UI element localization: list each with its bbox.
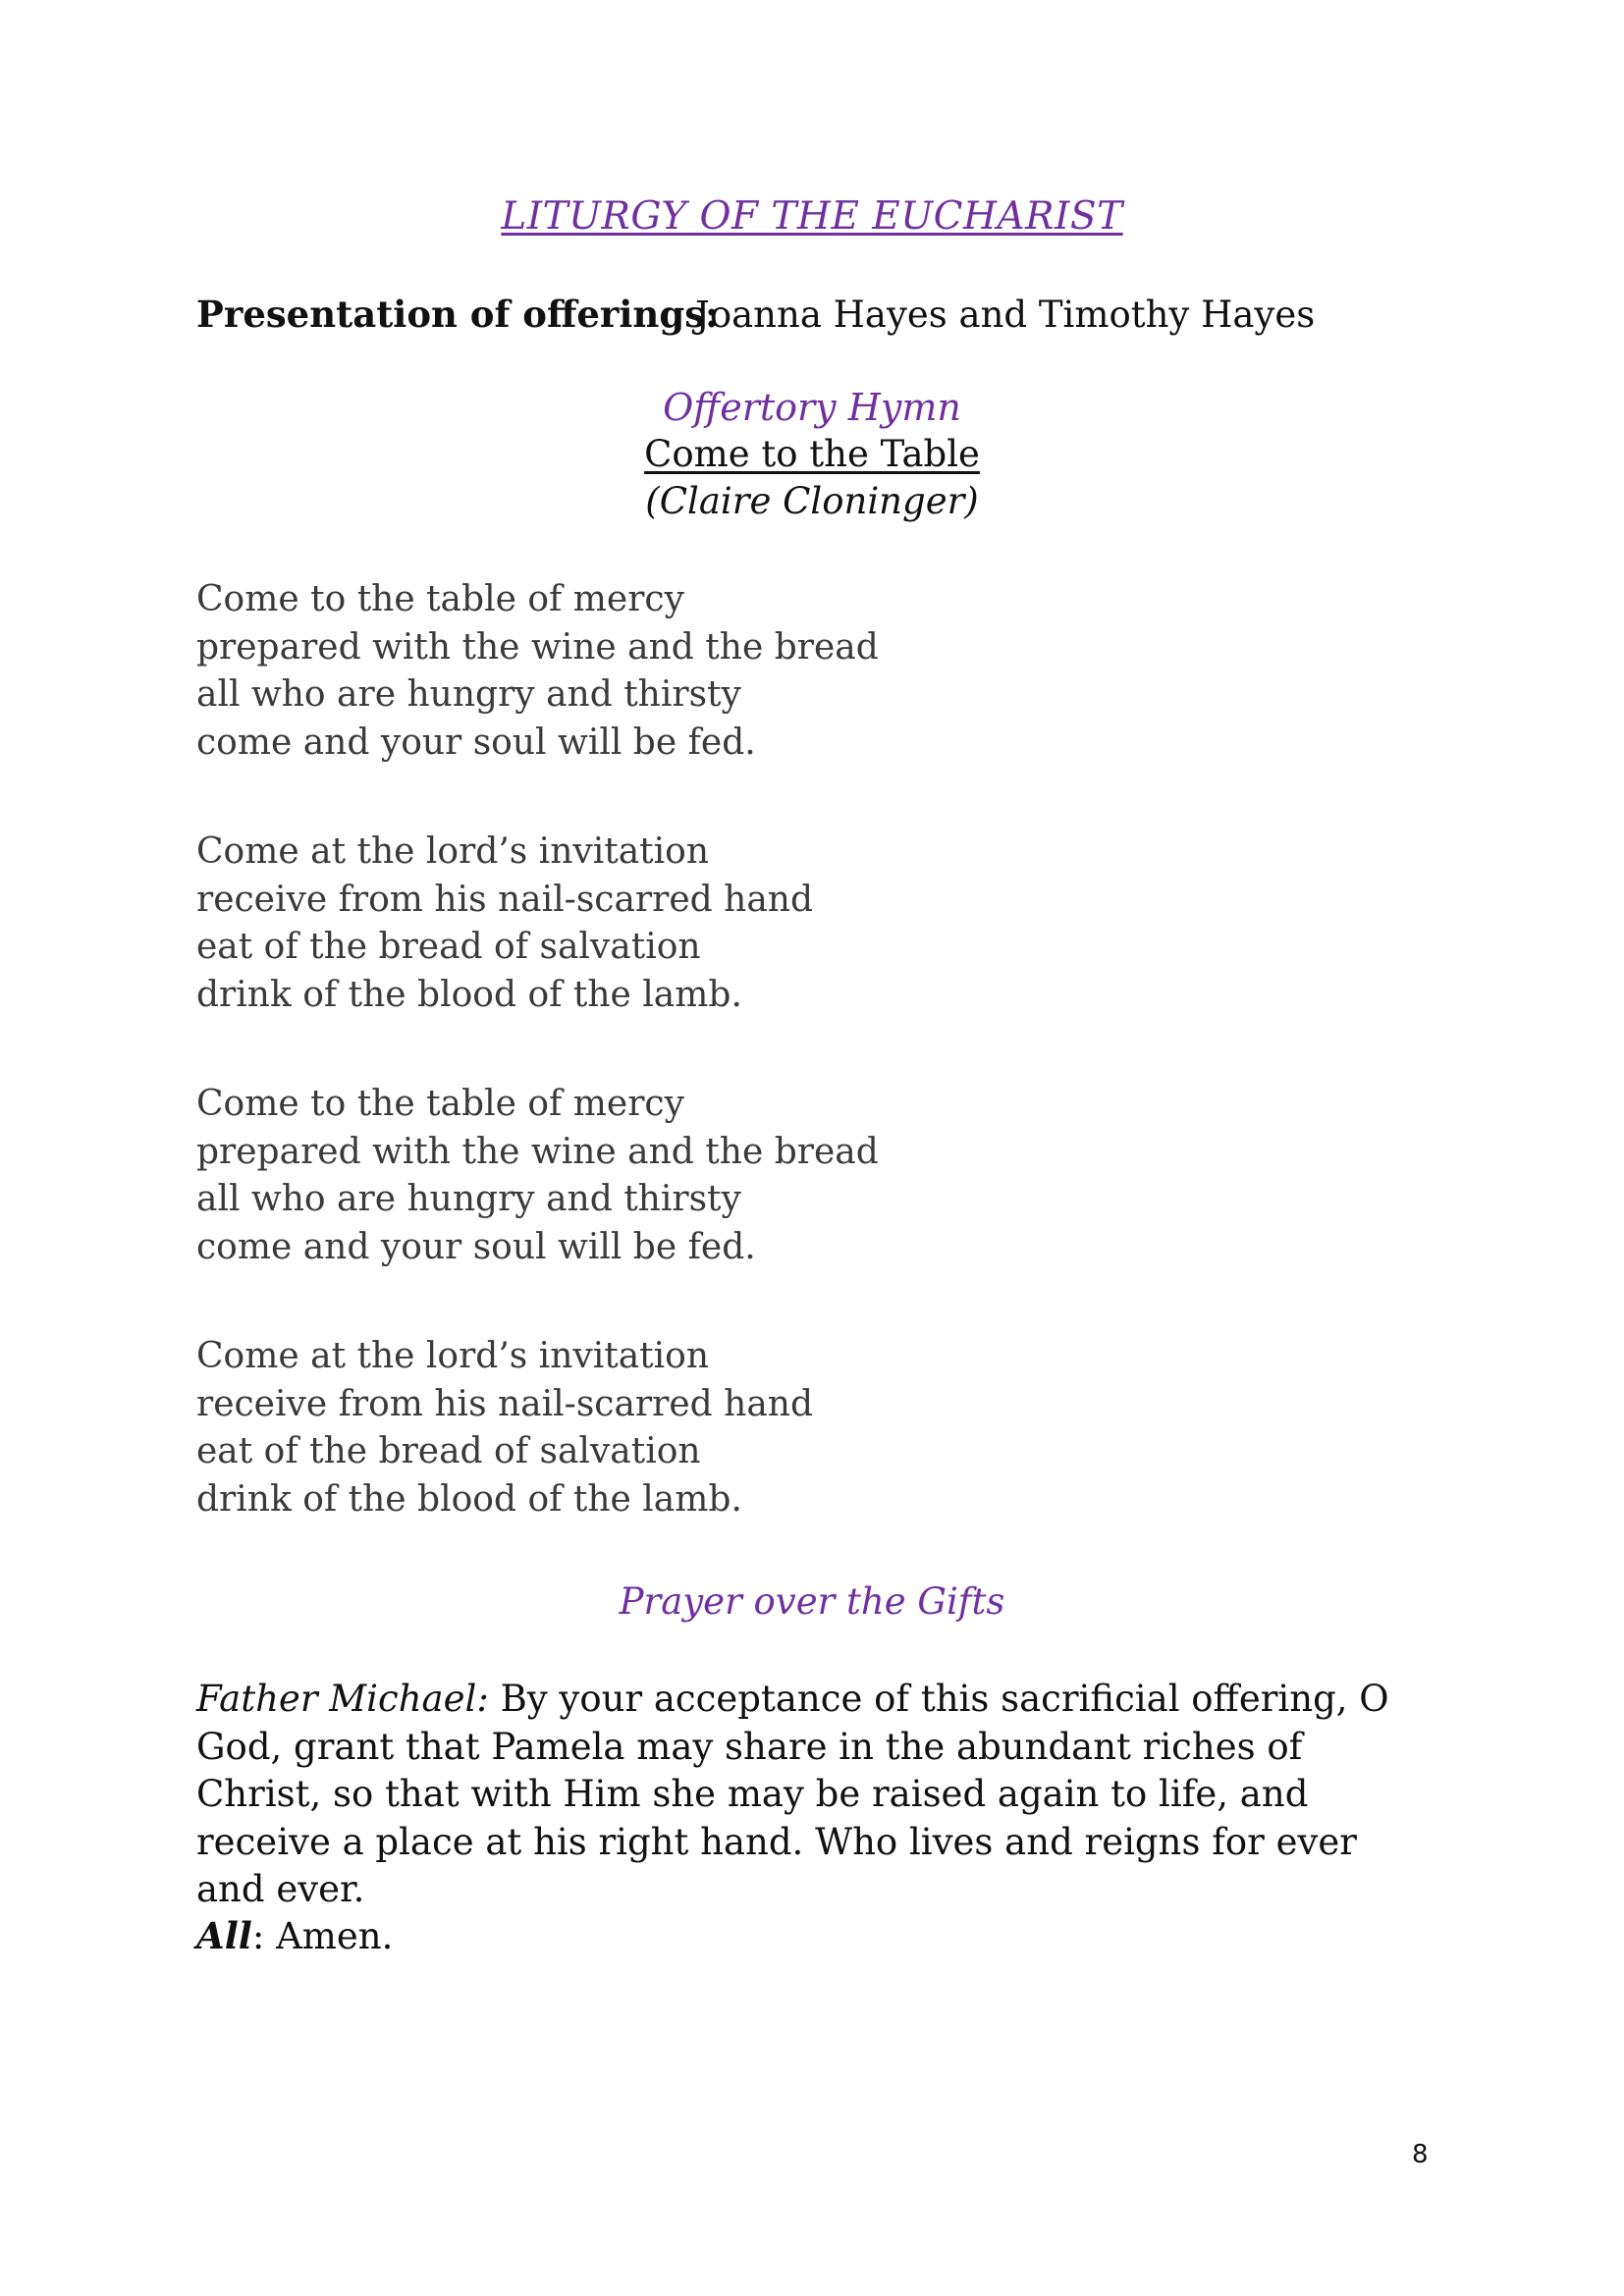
response-line xyxy=(196,1914,393,1957)
response-text: Amen. xyxy=(276,1915,394,1957)
lyric-line: prepared with the wine and the bread xyxy=(196,626,879,667)
stanza xyxy=(196,1081,879,1271)
prayer-text: By your acceptance of this sacrificial offering, O God, grant that Pamela may share in the abundant riches of Christ, so that with Him she may be raised again to life, and receive a place at his right hand. Who lives and reigns for ever and ever. xyxy=(196,1678,1389,1910)
offerings-names: Joanna Hayes and Timothy Hayes xyxy=(695,294,1316,336)
lyric-line: all who are hungry and thirsty xyxy=(196,1179,741,1219)
page-number: 8 xyxy=(1412,2140,1429,2169)
response-speaker: All xyxy=(196,1914,252,1957)
stanza xyxy=(196,576,879,767)
lyric-line: drink of the blood of the lamb. xyxy=(196,974,742,1015)
lyric-line: receive from his nail-scarred hand xyxy=(196,1383,814,1424)
lyric-line: prepared with the wine and the bread xyxy=(196,1131,879,1172)
hymn-author: (Claire Cloninger) xyxy=(645,480,979,522)
lyric-line: come and your soul will be fed. xyxy=(196,721,756,763)
stanza xyxy=(196,1333,879,1523)
lyric-line: come and your soul will be fed. xyxy=(196,1226,756,1267)
lyric-line: Come at the lord’s invitation xyxy=(196,831,709,872)
offerings-line xyxy=(196,293,1315,336)
lyric-line: eat of the bread of salvation xyxy=(196,1431,701,1471)
lyric-line: all who are hungry and thirsty xyxy=(196,674,741,715)
offerings-label: Presentation of offerings: xyxy=(196,293,719,336)
lyric-line: Come at the lord’s invitation xyxy=(196,1336,709,1376)
lyric-line: Come to the table of mercy xyxy=(196,579,684,619)
section-title: LITURGY OF THE EUCHARIST xyxy=(501,194,1123,239)
prayer-paragraph xyxy=(196,1676,1434,1914)
lyric-line: drink of the blood of the lamb. xyxy=(196,1478,742,1520)
lyric-line: receive from his nail-scarred hand xyxy=(196,879,814,920)
response-colon: : xyxy=(251,1915,265,1957)
hymn-title: Come to the Table xyxy=(644,433,980,475)
lyric-line: eat of the bread of salvation xyxy=(196,927,701,967)
hymn-heading: Offertory Hymn xyxy=(663,386,961,429)
stanza xyxy=(196,828,879,1019)
prayer-speaker: Father Michael: xyxy=(196,1678,489,1720)
prayer-heading: Prayer over the Gifts xyxy=(619,1580,1005,1623)
lyric-line: Come to the table of mercy xyxy=(196,1084,684,1124)
hymn-lyrics xyxy=(196,576,879,1585)
